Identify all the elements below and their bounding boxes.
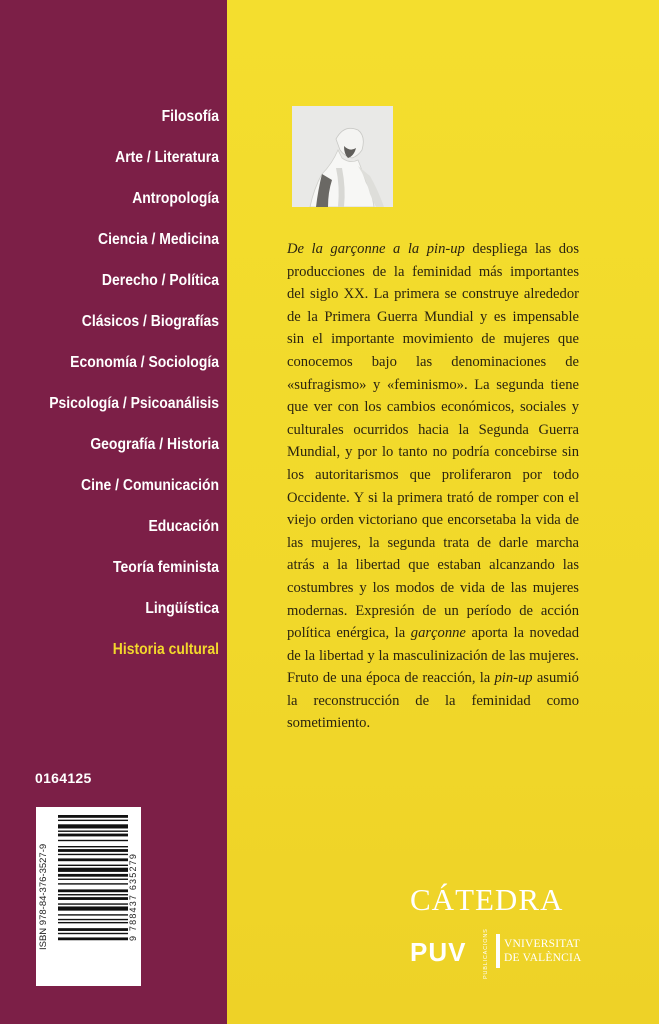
barcode <box>36 807 141 986</box>
publicacions-label: PUBLICACIONS <box>483 928 489 980</box>
blurb-text-1: despliega las dos producciones de la feminidad más importantes del siglo XX. La primera se construye alrededor de la Primera Guerra Mundial y es impensable sin el importante movimiento de mujeres que conocemos bajo las denominaciones de «sufragismo» y «feminismo». La segunda tiene que ver con los cambios económicos, sociales y culturales ocurridos hacia la Segunda Guerra Mundial, y por lo tanto no podría concebirse sin los autoritarismos que proliferaron por todo Occidente. Y si la primera trató de romper con el viejo orden victoriano que encorsetaba la vida de las mujeres, la segunda trata de darle marcha atrás a la libertad que estaban alcanzando las costumbres y los modos de vida de las mujeres modernas. Expresión de un período de acción política enérgica, la <box>287 241 579 642</box>
barcode-icon <box>58 815 128 977</box>
product-code: 0164125 <box>35 770 92 786</box>
pinup-italic: pin-up <box>494 670 533 687</box>
publisher-logo: CÁTEDRA <box>410 882 564 917</box>
category-item: Teoría feminista <box>113 559 219 576</box>
category-item: Geografía / Historia <box>90 436 219 453</box>
category-item: Derecho / Política <box>101 272 219 289</box>
university-name <box>504 937 581 965</box>
barcode-digits: 9 788437 635279 <box>128 852 138 942</box>
category-item: Cine / Comunicación <box>81 477 219 494</box>
category-item: Historia cultural <box>112 641 219 658</box>
category-item: Clásicos / Biografías <box>81 313 219 330</box>
category-item: Antropología <box>132 190 219 207</box>
category-item: Lingüística <box>145 600 219 617</box>
university-line-1: VNIVERSITAT <box>504 938 581 950</box>
blurb-text-3: asumió la reconstrucción de la feminidad como sometimiento. <box>287 670 579 732</box>
category-item: Psicología / Psicoanálisis <box>49 395 220 412</box>
garconne-italic: garçonne <box>410 625 466 642</box>
university-logo-icon <box>496 934 500 968</box>
category-item: Arte / Literatura <box>115 149 219 166</box>
photo-figure-icon <box>292 106 393 207</box>
category-item: Filosofía <box>161 108 219 125</box>
isbn-text: ISBN 978-84-376-3527-9 <box>38 843 49 951</box>
title-italic: De la garçonne a la pin-up <box>287 241 465 257</box>
blurb-text-2: aporta la novedad de la libertad y la masculinización de las mujeres. Fruto de una época de reacción, la <box>287 625 579 687</box>
puv-logo: PUV <box>410 937 467 967</box>
left-panel <box>0 0 227 1024</box>
category-list <box>0 100 219 674</box>
university-line-2: DE VALÈNCIA <box>504 952 582 964</box>
category-item: Educación <box>148 518 219 535</box>
back-cover-blurb <box>287 238 579 735</box>
category-item: Ciencia / Medicina <box>98 231 219 248</box>
category-item: Economía / Sociología <box>70 354 219 371</box>
